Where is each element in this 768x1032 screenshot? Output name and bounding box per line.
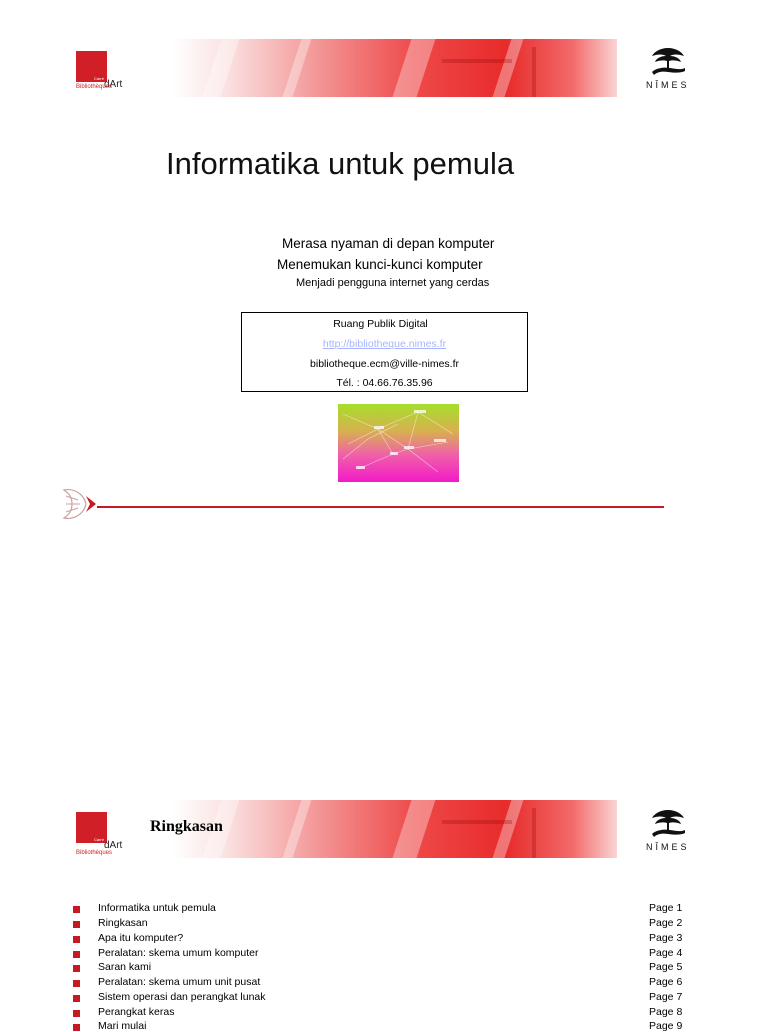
contact-email: bibliotheque.ecm@ville-nimes.fr: [310, 358, 459, 370]
carre-dart-logo: [76, 51, 107, 82]
toc-label: Informatika untuk pemula: [98, 902, 216, 914]
toc-page: Page 5: [649, 961, 683, 973]
subtitle-1: Merasa nyaman di depan komputer: [282, 236, 495, 251]
contact-box: [241, 312, 528, 392]
logo-library-text: Bibliothèques: [76, 850, 113, 856]
toc-row[interactable]: [73, 1006, 688, 1021]
toc-label: Perangkat keras: [98, 1006, 175, 1018]
toc-page: Page 7: [649, 991, 683, 1003]
toc-row[interactable]: [73, 1020, 688, 1032]
toc-label: Ringkasan: [98, 917, 148, 929]
toc-label: Peralatan: skema umum unit pusat: [98, 976, 261, 988]
toc-label: Mari mulai: [98, 1020, 147, 1032]
bullet-icon: [73, 906, 80, 913]
toc-label: Apa itu komputer?: [98, 932, 184, 944]
toc-row[interactable]: [73, 976, 688, 991]
toc-page: Page 1: [649, 902, 683, 914]
crocodile-palm-icon: [648, 46, 688, 80]
toc-page: Page 6: [649, 976, 683, 988]
contact-phone: Tél. : 04.66.76.35.96: [336, 377, 433, 389]
toc-page: Page 8: [649, 1006, 683, 1018]
toc-row[interactable]: [73, 917, 688, 932]
section-divider: [97, 506, 664, 508]
section-title: Ringkasan: [150, 818, 223, 835]
contact-name: Ruang Publik Digital: [333, 318, 428, 330]
crocodile-arrow-icon: [58, 486, 98, 522]
toc-row[interactable]: [73, 991, 688, 1006]
toc-page: Page 4: [649, 947, 683, 959]
toc-label: Saran kami: [98, 961, 152, 973]
nimes-wordmark: NÎMES: [646, 80, 690, 90]
bullet-icon: [73, 965, 80, 972]
page-title: Informatika untuk pemula: [166, 146, 515, 181]
nimes-wordmark: NÎMES: [646, 842, 690, 852]
logo-library-text: Bibliothèques: [76, 84, 113, 90]
network-thumbnail: [338, 404, 459, 482]
bullet-icon: [73, 980, 80, 987]
toc-page: Page 9: [649, 1020, 683, 1032]
logo-dart-text: dArt: [104, 79, 123, 90]
bullet-icon: [73, 1010, 80, 1017]
toc-page: Page 2: [649, 917, 683, 929]
network-lines-graphic: [338, 404, 459, 482]
carre-dart-logo: [76, 812, 107, 843]
bullet-icon: [73, 995, 80, 1002]
logo-small-text: Carré: [93, 76, 104, 81]
toc-row[interactable]: [73, 902, 688, 917]
bullet-icon: [73, 951, 80, 958]
toc-row[interactable]: [73, 947, 688, 962]
subtitle-3: Menjadi pengguna internet yang cerdas: [296, 277, 490, 289]
toc-row[interactable]: [73, 961, 688, 976]
bullet-icon: [73, 936, 80, 943]
header-banner: [172, 39, 617, 97]
crocodile-palm-icon: [648, 808, 688, 842]
toc-label: Sistem operasi dan perangkat lunak: [98, 991, 266, 1003]
logo-dart-text: dArt: [104, 840, 123, 851]
bullet-icon: [73, 1024, 80, 1031]
header-banner: [172, 800, 617, 858]
contact-url-link[interactable]: http://bibliotheque.nimes.fr: [322, 338, 447, 350]
bullet-icon: [73, 921, 80, 928]
logo-small-text: Carré: [93, 837, 104, 842]
subtitle-2: Menemukan kunci-kunci komputer: [277, 257, 483, 272]
toc-row[interactable]: [73, 932, 688, 947]
toc-page: Page 3: [649, 932, 683, 944]
toc-label: Peralatan: skema umum komputer: [98, 947, 259, 959]
